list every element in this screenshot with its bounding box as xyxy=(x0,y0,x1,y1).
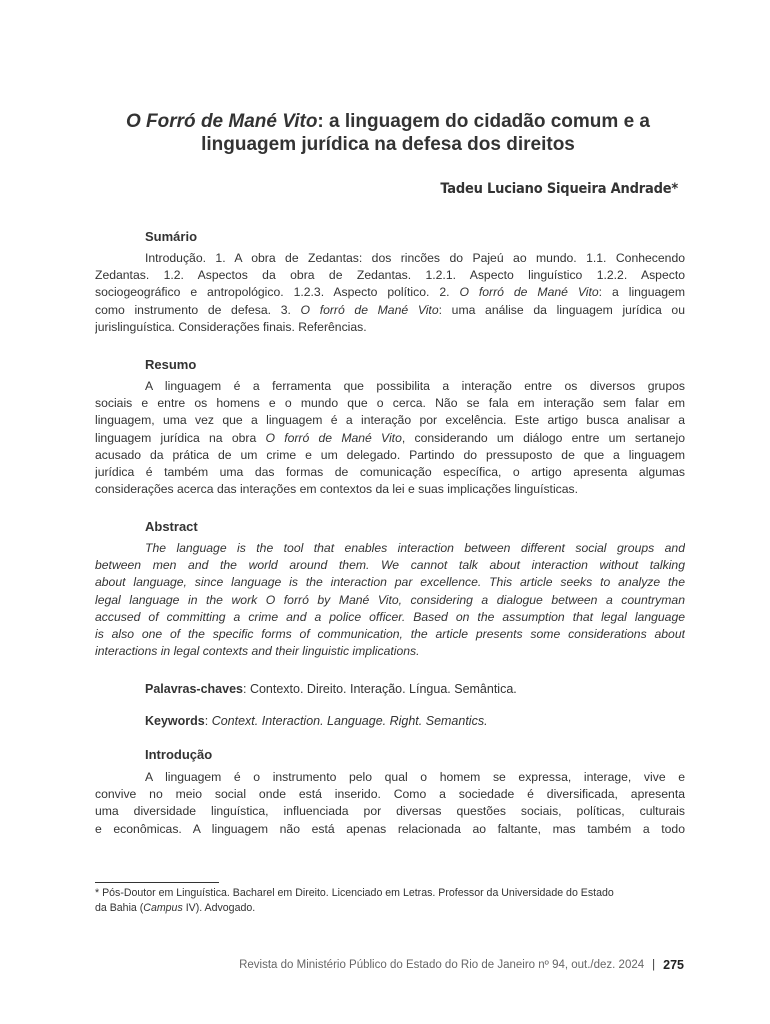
resumo-line xyxy=(95,430,685,447)
title-line-1 xyxy=(88,110,688,133)
title-line-2: linguagem jurídica na defesa dos direitos xyxy=(201,134,575,155)
resumo-line: linguagem, uma vez que a linguagem é a interação por excelência. Este artigo busca analisar a xyxy=(95,413,685,428)
resumo-line-4a: linguagem jurídica na obra xyxy=(95,430,257,445)
footnote-line-2 xyxy=(95,901,685,916)
author-name: Tadeu Luciano Siqueira Andrade* xyxy=(440,181,678,197)
keywords-label: Keywords xyxy=(145,714,205,728)
page-number: 275 xyxy=(663,958,684,972)
resumo-line: sociais e entre os homens e o mundo que o cerca. Não se fala em interação sem falar em xyxy=(95,396,685,411)
sumario-line-4b: : uma análise da linguagem jurídica ou xyxy=(438,302,685,317)
footer-separator: | xyxy=(652,959,656,971)
introducao-text xyxy=(95,769,685,838)
introducao-line: e econômicas. A linguagem não está apenas relacionada ao faltante, mas também a todo xyxy=(95,821,685,836)
resumo-line: jurídica é também uma das formas de comunicação específica, o artigo apresenta algumas xyxy=(95,465,685,480)
abstract-text xyxy=(95,540,685,660)
title-rest: : a linguagem do cidadão comum e a xyxy=(317,111,650,132)
sumario-italic-ref: O forró de Mané Vito xyxy=(459,285,599,300)
abstract-line: interactions in legal contexts and their linguistic implications. xyxy=(95,644,420,659)
sumario-line: jurislinguística. Considerações finais. Referências. xyxy=(95,319,367,334)
introducao-line: convive no meio social onde está inserido. Como a sociedade é diversificada, apresenta xyxy=(95,787,685,802)
sumario-italic-ref: O forró de Mané Vito xyxy=(300,302,439,317)
introducao-heading: Introdução xyxy=(145,747,213,762)
sumario-line: Zedantas. 1.2. Aspectos da obra de Zedantas. 1.2.1. Aspecto linguístico 1.2.2. Aspecto xyxy=(95,268,685,283)
abstract-line: legal language in the work O forró by Mané Vito, considering a dialogue between a countryman xyxy=(95,592,685,607)
sumario-line xyxy=(95,302,685,319)
footnote-line-1: * Pós-Doutor em Linguística. Bacharel em Direito. Licenciado em Letras. Professor da Universidade do Estado xyxy=(95,887,614,899)
palavras-chaves xyxy=(145,682,517,696)
palavras-chaves-text: : Contexto. Direito. Interação. Língua. Semântica. xyxy=(243,682,517,696)
abstract-line: accused of committing a crime and a police officer. Based on the assumption that legal language xyxy=(95,609,685,624)
footnote-pre: da Bahia ( xyxy=(95,902,144,914)
sumario-line xyxy=(95,284,685,301)
journal-citation: Revista do Ministério Público do Estado do Rio de Janeiro nº 94, out./dez. 2024 xyxy=(239,959,645,971)
sumario-line-4a: como instrumento de defesa. 3. xyxy=(95,302,291,317)
footnote-post: IV). Advogado. xyxy=(182,902,256,914)
resumo-heading: Resumo xyxy=(145,357,197,372)
title-italic: O Forró de Mané Vito xyxy=(126,111,318,132)
sumario-line-3b: : a linguagem xyxy=(598,285,685,300)
resumo-line: considerações acerca das interações em contextos da lei e suas implicações linguísticas. xyxy=(95,482,579,497)
abstract-line: between men and the world around them. We cannot talk about interaction without talking xyxy=(95,558,685,573)
abstract-line: The language is the tool that enables interaction between different social groups and xyxy=(145,541,685,555)
footnote-rule xyxy=(95,882,219,883)
resumo-text xyxy=(95,378,685,498)
sumario-line-3a: sociogeográfico e antropológico. 1.2.3. Aspecto político. 2. xyxy=(95,285,450,300)
abstract-line: is also one of the specific forms of communication, the article presents some considerations about xyxy=(95,627,685,642)
sumario-text xyxy=(95,250,685,336)
page-footer xyxy=(239,958,684,972)
resumo-line: A linguagem é a ferramenta que possibilita a interação entre os diversos grupos xyxy=(145,379,685,393)
article-title xyxy=(88,110,688,156)
introducao-line: A linguagem é o instrumento pelo qual o homem se expressa, interage, vive e xyxy=(145,770,685,784)
keywords-text: Context. Interaction. Language. Right. Semantics. xyxy=(211,714,488,728)
abstract-heading: Abstract xyxy=(145,519,198,534)
keywords xyxy=(145,714,488,728)
resumo-line-4b: , considerando um diálogo entre um sertanejo xyxy=(401,430,685,445)
abstract-line: about language, since language is the interaction par excellence. This article seeks to analyze the xyxy=(95,575,685,590)
keywords-sep: : xyxy=(204,714,212,728)
introducao-line: uma diversidade linguística, influenciada por diversas questões sociais, políticas, culturais xyxy=(95,804,685,819)
footnote xyxy=(95,886,685,916)
resumo-italic-ref: O forró de Mané Vito xyxy=(265,430,402,445)
sumario-line: Introdução. 1. A obra de Zedantas: dos rincões do Pajeú ao mundo. 1.1. Conhecendo xyxy=(145,251,685,265)
footnote-italic: Campus xyxy=(143,902,183,914)
palavras-chaves-label: Palavras-chaves xyxy=(145,682,243,696)
sumario-heading: Sumário xyxy=(145,229,198,244)
resumo-line: acusado da prática de um crime e um delegado. Partindo do pressuposto de que a linguagem xyxy=(95,447,685,462)
